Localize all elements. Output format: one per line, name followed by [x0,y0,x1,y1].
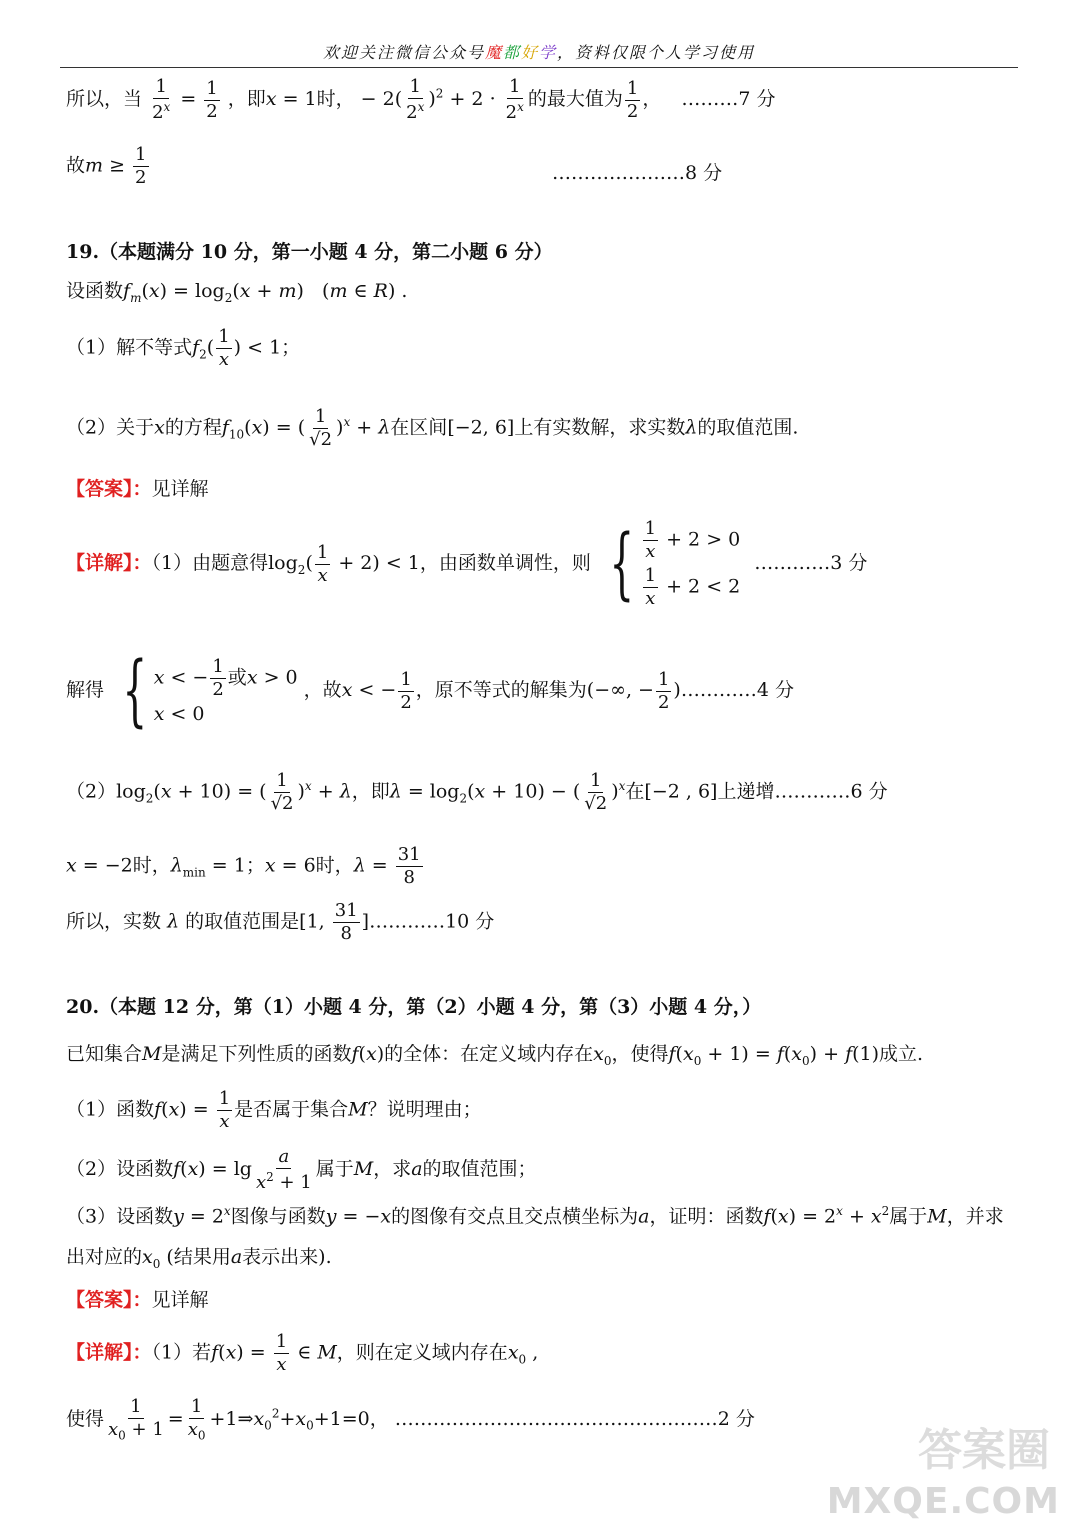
watermark-logo: 答案圈 [918,1425,1050,1476]
text: 在 [625,780,645,803]
text: 的最大值为 [527,88,623,110]
brand-char-2: 都 [502,43,521,62]
text: (结果用 [166,1246,231,1268]
text: 是否属于集合 [234,1098,349,1121]
text: 的取值范围. [697,416,799,439]
text: 在区间 [390,416,448,439]
text: 见详解 [151,1289,209,1311]
q19-title: 19.（本题满分 10 分，第一小题 4 分，第二小题 6 分） [66,241,553,263]
header-suffix: ，资料仅限个人学习使用 [557,43,756,62]
q20-part1: （1）函数f(x) = $\frac{1}{x}$ 是否属于集合M？说明理由； [66,1088,482,1132]
text: 属于 [889,1205,928,1228]
brand-char-1: 魔 [484,43,503,62]
text: （1）解不等式 [66,336,193,359]
text: 表示出来). [242,1246,332,1268]
solution-line-max: 所以，当 $\frac{1}{2^x}$ = $\frac{1}{2}$ ，即x = 1时， − 2( $\frac{1}{2^x}$ )$^2$ + 2 · $\frac{1}{2^x}$ 的最大值为 $\frac{1}{2}$ ， ………7 分 [66,76,776,123]
text: 已知集合 [66,1043,143,1065]
text: 的取值范围； [422,1158,537,1180]
text: 的图像有交点且交点横坐标为 [391,1205,639,1228]
text: 所以，实数 [66,910,162,933]
text: （1）函数 [66,1098,155,1121]
q19-part1: （1）解不等式$f_2$( $\frac{1}{x}$ ) < 1； [66,326,301,370]
text: 时， [315,854,354,877]
text: 的取值范围是 [185,910,300,933]
header-rule [60,67,1018,68]
text: （1）若 [151,1341,212,1364]
q20-part3-cont: 出对应的$x_0$ (结果用a表示出来). [66,1246,332,1271]
watermark-site: MXQE.COM [826,1481,1060,1522]
text: ？说明理由； [367,1098,482,1121]
text: 的全体：在定义域内存在 [384,1043,594,1065]
score: …………4 分 [680,679,794,701]
text: 所以，当 [66,88,143,110]
q19-detail-3: $(2)\log_2(x + 10)$ = ( $\frac{1}{√2}$ )$^x$ + λ，即$\lambda = \log_2(x + 10)$ − ( $\frac{1}{√2}$ )$^x$在[−2 , 6]上递增…………6 分 [66,770,888,814]
text: 上有实数解，求实数 [514,416,686,439]
text: （2） [66,780,117,803]
q20-answer [66,1291,209,1310]
text: （1）由题意得 [151,552,269,574]
q19-detail-1: 【详解】：（1）由题意得$\log_2$( $\frac{1}{x}$ + 2) < 1，由函数单调性，则 { $\frac{1}{x}$ + 2 > 0 $\frac{1}{x}$ + 2 < 2 …………3 分 [66,518,868,609]
text: （3）设函数 [66,1205,174,1228]
brand-char-4: 学 [539,43,558,62]
text: 故 [66,154,86,177]
text: ，并求 [946,1205,1004,1228]
q19-detail-2: 解得 { x < − $\frac{1}{2}$ 或x > 0 x < 0 ，故x < − $\frac{1}{2}$ ，原不等式的解集为(−∞, − $\frac{1}{2}$ )…………4 分 [66,646,794,736]
q20-part2: （2）设函数f(x) = lg $\frac{a}{x^2 + 1}$ 属于M，求a的取值范围； [66,1146,537,1193]
score: ………7 分 [681,88,776,110]
text: （2）设函数 [66,1158,174,1180]
q19-answer [66,480,209,499]
q20-detail-1: 【详解】：（1）若f(x) = $\frac{1}{x}$ ∈ M，则在定义域内存在$x_0$ , [66,1331,539,1375]
text: ，由函数单调性，则 [419,552,591,574]
text: ，则在定义域内存在 [336,1341,508,1364]
text: 解得 [66,679,105,701]
text: （2）关于 [66,416,155,439]
text: 设函数 [66,280,124,302]
score: …………10 分 [369,910,495,933]
q19-detail-5: 所以，实数 λ 的取值范围是[1, $\frac{31}{8}$ ]…………10 分 [66,900,495,944]
header-prefix: 欢迎关注微信公众号 [322,43,485,62]
text: 的方程 [164,416,222,439]
text: 成立. [879,1043,924,1065]
text: ，使得 [611,1043,669,1065]
q19-detail-4: x = −2时，$\lambda_{min} = 1$；x = 6时，λ = $\frac{31}{8}$ [66,844,421,888]
text: ，证明：函数 [649,1205,764,1228]
text: 时， [316,88,355,110]
brand-char-3: 好 [521,43,540,62]
page-header [60,40,1018,63]
score: ……………………………………………2 分 [394,1407,755,1430]
detail-label: 【详解】： [66,1341,152,1364]
text: 出对应的 [66,1246,143,1268]
q20-intro: 已知集合M是满足下列性质的函数f(x)的全体：在定义域内存在$x_0$，使得$f(x_0 + 1) = f(x_0) + f(1)$成立. [66,1043,924,1068]
text: 属于 [315,1158,354,1180]
solution-line-m: 故m ≥ $\frac{1}{2}$ [66,144,147,188]
q20-title: 20.（本题 12 分，第（1）小题 4 分，第（2）小题 4 分，第（3）小题 4 分，） [66,996,762,1018]
text: 使得 [66,1407,105,1430]
text: ，原不等式的解集为 [415,679,587,701]
q19-part2: （2）关于x的方程$f_{10}(x)$ = ( $\frac{1}{√2}$ )$^x$ + λ在区间[−2, 6]上有实数解，求实数λ的取值范围. [66,406,799,450]
q20-detail-2: 使得 $\frac{1}{x_0 + 1}$ = $\frac{1}{x_0}$ $+1\Rightarrow x_0^2+x_0+1=0$， ……………………………………………2 分 [66,1396,755,1443]
text: 上递增…………6 分 [717,780,888,803]
text: ，故 [303,679,342,701]
q20-part3: （3）设函数$y = 2^x$图像与函数y = −x的图像有交点且交点横坐标为a，证明：函数$f(x) = 2^x + x^2$属于M，并求 [66,1204,1004,1228]
answer-label: 【答案】： [66,478,152,500]
text: 时， [132,854,171,877]
text: ，即 [351,780,390,803]
text: ； [245,854,265,877]
score: …………3 分 [754,552,868,574]
score-8: …………………8 分 [552,162,723,184]
text: 是满足下列性质的函数 [161,1043,352,1065]
q19-intro: 设函数$f_m(x) = \log_2(x + m)$ (m ∈ R) . [66,280,408,305]
text: ，求 [373,1158,412,1180]
text: ，即 [227,88,266,110]
answer-label: 【答案】： [66,1289,152,1311]
text: 见详解 [151,478,209,500]
detail-label: 【详解】： [66,552,152,574]
text: 图像与函数 [230,1205,326,1228]
